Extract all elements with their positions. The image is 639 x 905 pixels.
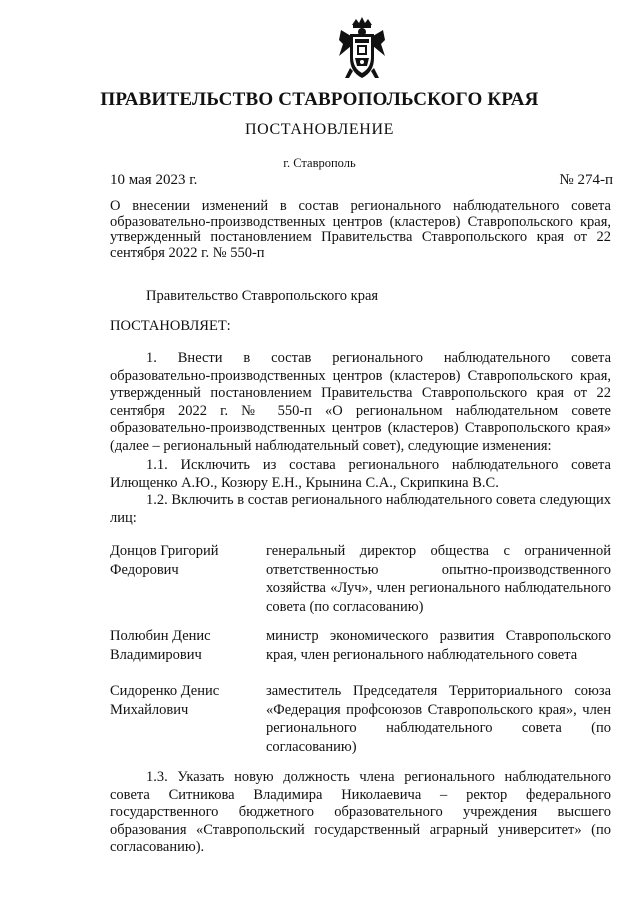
item-1-2: 1.2. Включить в состав регионального наблюдательного совета следующих лиц: (110, 492, 611, 526)
resolves-line: ПОСТАНОВЛЯЕТ: (110, 318, 231, 334)
city-line: г. Ставрополь (283, 156, 356, 170)
member-name: Полюбин Денис Владимирович (110, 628, 211, 663)
government-heading: ПРАВИТЕЛЬСТВО СТАВРОПОЛЬСКОГО КРАЯ (100, 89, 539, 110)
preamble-text: Правительство Ставропольского края (146, 288, 379, 304)
decree-date: 10 мая 2023 г. (110, 172, 198, 188)
member-name: Донцов Григорий Федорович (110, 543, 219, 578)
member-role: заместитель Председателя Территориального союза «Федерация профсоюзов Ставропольского края», член регионального наблюдательного совета (по согласованию) (266, 683, 611, 755)
item-1-3: 1.3. Указать новую должность члена регионального наблюдательного совета Ситникова Владимира Николаевича – ректор федерального государственного бюджетного образовательного учреждения высшего образования «Ставропольский государственный аграрный университет» (по согласованию). (110, 769, 611, 855)
member-role: генеральный директор общества с ограниченной ответственностью опытно-производственного хозяйства «Луч», член регионального наблюдательного совета (по согласованию) (266, 543, 611, 615)
decree-title: О внесении изменений в состав регионального наблюдательного совета образовательно-производственных центров (кластеров) Ставропольского края, утвержденный постановлением Правительства Ставропольского края от 22 сентября 2022 г. № 550-п (110, 198, 611, 261)
member-role: министр экономического развития Ставропольского края, член регионального наблюдательного совета (266, 628, 611, 663)
member-name: Сидоренко Денис Михайлович (110, 683, 220, 718)
coat-of-arms-icon (337, 16, 387, 82)
item-1: 1. Внести в состав регионального наблюдательного совета образовательно-производственных центров (кластеров) Ставропольского края, утвержденный постановлением Правительства Ставропольского края от 22 сентября 2022 г. № 550-п «О региональном наблюдательном совете образовательно-производственных центров (кластеров) Ставропольского края» (далее – региональный наблюдательный совет), следующие изменения: (110, 350, 611, 454)
item-1-1: 1.1. Исключить из состава регионального наблюдательного совета Илющенко А.Ю., Козюру Е.Н., Крынина С.А., Скрипкина В.С. (110, 457, 611, 491)
preamble (110, 288, 611, 306)
document-type: ПОСТАНОВЛЕНИЕ (245, 121, 394, 138)
decree-number: № 274-п (559, 172, 613, 188)
